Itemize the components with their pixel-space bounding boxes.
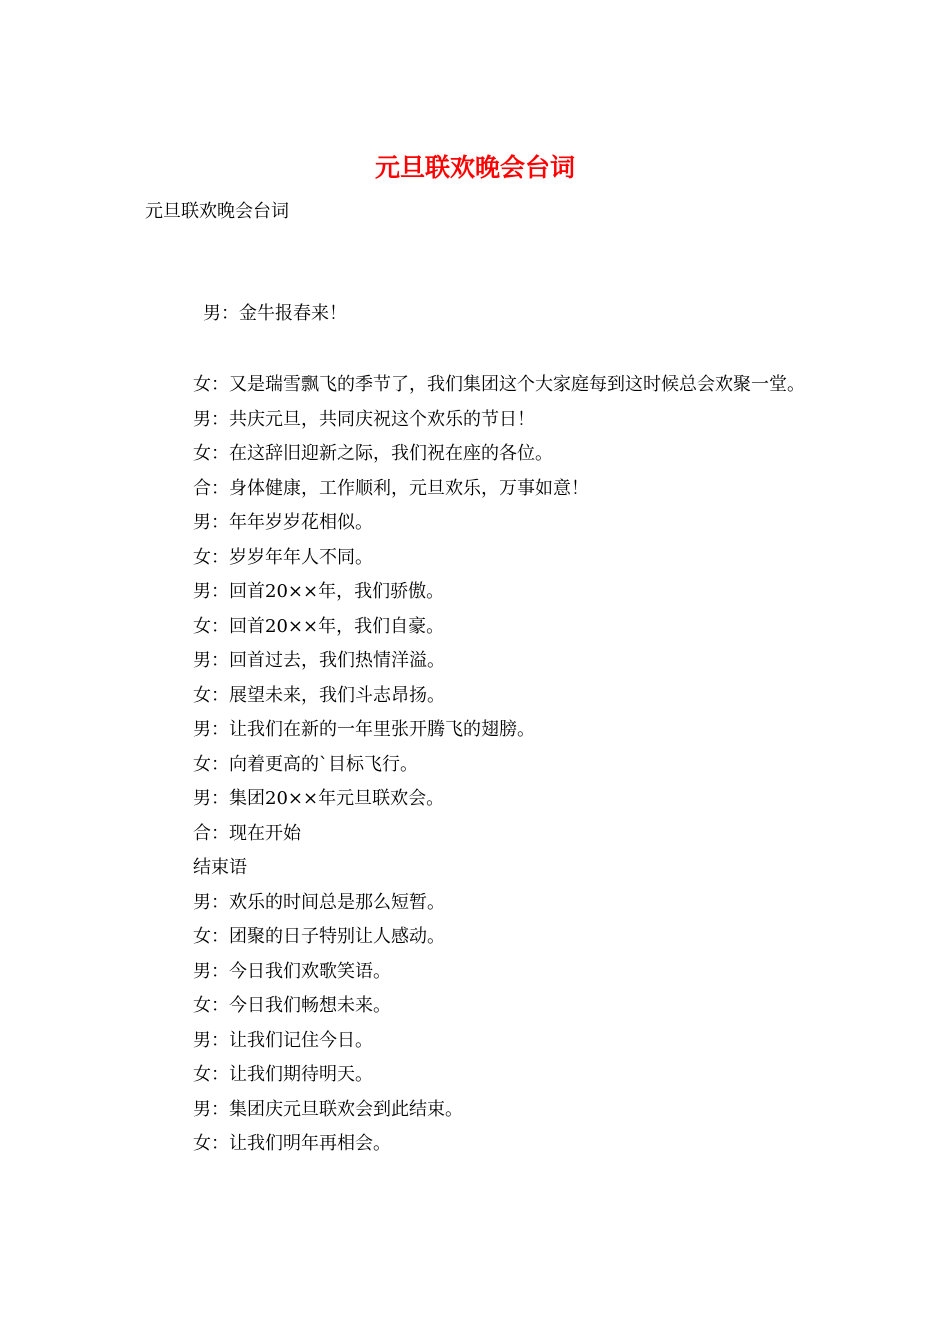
script-line: 男：欢乐的时间总是那么短暂。 — [193, 891, 445, 913]
document-subtitle: 元旦联欢晚会台词 — [145, 201, 289, 222]
script-line: 男：让我们记住今日。 — [193, 1029, 373, 1051]
script-line: 合：现在开始 — [193, 822, 301, 844]
script-line: 男：集团20××年元旦联欢会。 — [193, 788, 445, 809]
script-line: 男：共庆元旦，共同庆祝这个欢乐的节日！ — [193, 408, 535, 430]
opening-line: 男：金牛报春来！ — [203, 303, 347, 324]
script-line: 女：在这辞旧迎新之际，我们祝在座的各位。 — [193, 443, 553, 464]
script-body — [145, 368, 813, 1162]
script-line: 女：今日我们畅想未来。 — [193, 995, 391, 1016]
script-line: 女：岁岁年年人不同。 — [193, 546, 373, 568]
script-line: 女：回首20××年，我们自豪。 — [193, 615, 445, 637]
script-line: 女：展望未来，我们斗志昂扬。 — [193, 684, 445, 706]
script-line: 男：回首20××年，我们骄傲。 — [193, 581, 445, 602]
script-line: 女：让我们期待明天。 — [193, 1064, 373, 1085]
script-line: 女：又是瑞雪飘飞的季节了，我们集团这个大家庭每到这时候总会欢聚一堂。 — [193, 374, 805, 395]
section-heading-closing: 结束语 — [193, 857, 247, 878]
script-line: 女：向着更高的`目标飞行。 — [193, 753, 418, 775]
script-line: 合：身体健康，工作顺利，元旦欢乐，万事如意！ — [193, 477, 589, 499]
script-line: 男：今日我们欢歌笑语。 — [193, 960, 391, 982]
document-title: 元旦联欢晚会台词 — [374, 153, 575, 182]
script-line: 女：团聚的日子特别让人感动。 — [193, 926, 445, 947]
script-line: 男：回首过去，我们热情洋溢。 — [193, 650, 445, 671]
script-line: 男：集团庆元旦联欢会到此结束。 — [193, 1098, 463, 1120]
script-line: 男：年年岁岁花相似。 — [193, 512, 373, 533]
script-line: 女：让我们明年再相会。 — [193, 1133, 391, 1154]
script-line: 男：让我们在新的一年里张开腾飞的翅膀。 — [193, 719, 535, 740]
